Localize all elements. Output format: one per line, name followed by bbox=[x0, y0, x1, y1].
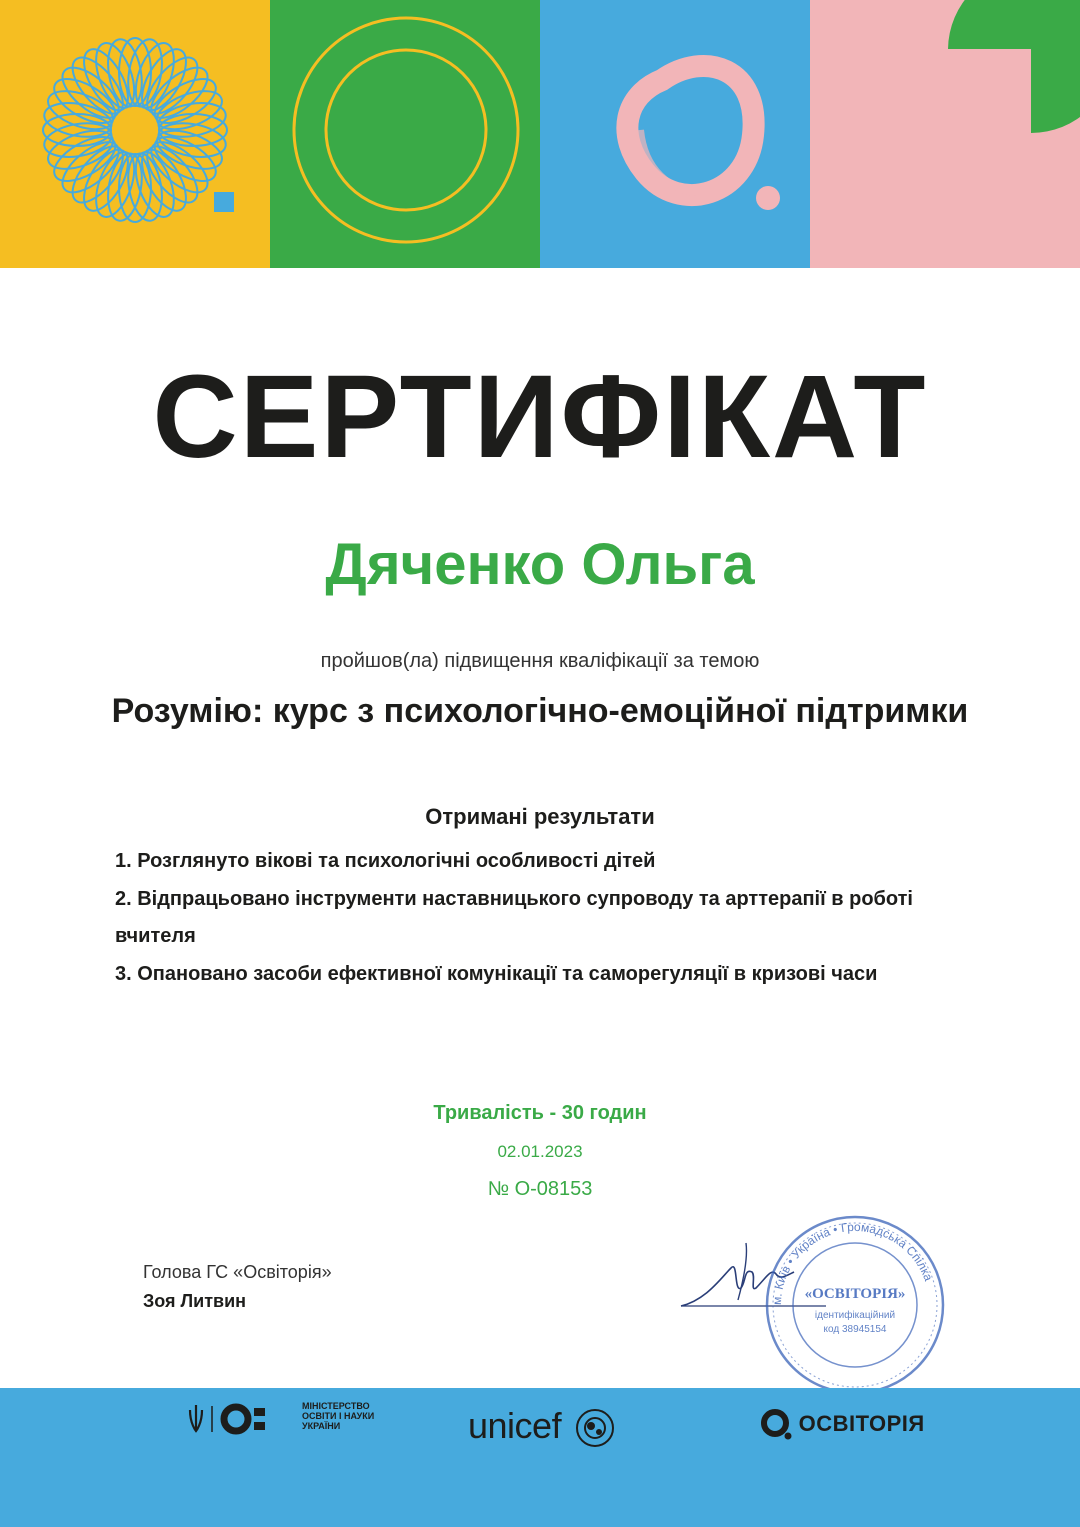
stamp-code: код 38945154 bbox=[823, 1324, 887, 1335]
certificate-title: СЕРТИФІКАТ bbox=[152, 351, 928, 483]
recipient-name: Дяченко Ольга bbox=[325, 532, 755, 597]
rings-icon bbox=[270, 0, 540, 268]
issue-date: 02.01.2023 bbox=[497, 1142, 583, 1161]
unicef-emblem-icon bbox=[573, 1406, 617, 1450]
petal-shape bbox=[54, 59, 127, 127]
blue-tile bbox=[540, 0, 810, 268]
certificate-number: № О-08153 bbox=[487, 1178, 593, 1200]
stamp-center-text: «ОСВІТОРІЯ» bbox=[804, 1286, 906, 1302]
duration: Тривалість - 30 годин bbox=[433, 1102, 647, 1124]
osvitoria-label: ОСВІТОРІЯ bbox=[798, 1411, 925, 1436]
petal-shape bbox=[119, 38, 151, 106]
sunflower-icon bbox=[0, 0, 270, 268]
petal-shape bbox=[143, 133, 216, 201]
unicef-logo bbox=[468, 1405, 617, 1450]
stamp-seal bbox=[760, 1210, 950, 1400]
course-title: Розумію: курс з психологічно-емоційної підтримки bbox=[111, 692, 969, 730]
petal-shape bbox=[43, 114, 111, 146]
pink-tile bbox=[810, 0, 1080, 268]
result-item: 1. Розглянуто вікові та психологічні особливості дітей bbox=[115, 850, 656, 872]
results-heading: Отримані результати bbox=[425, 804, 655, 829]
petal-shape bbox=[159, 114, 227, 146]
brush-ring-icon bbox=[540, 0, 810, 268]
certificate-subtitle: пройшов(ла) підвищення кваліфікації за темою bbox=[320, 650, 760, 672]
ministry-text: МІНІСТЕРСТВО ОСВІТИ І НАУКИ УКРАЇНИ bbox=[302, 1401, 375, 1431]
petal-shape bbox=[64, 49, 132, 122]
unicef-label: unicef bbox=[468, 1405, 562, 1446]
result-item: 3. Опановано засоби ефективної комунікації та саморегуляції в кризові часи bbox=[115, 962, 878, 985]
yellow-tile bbox=[0, 0, 270, 268]
osvitoria-logo bbox=[760, 1408, 925, 1440]
results-list bbox=[115, 843, 975, 993]
petal-shape bbox=[119, 154, 151, 222]
petal-shape bbox=[64, 138, 132, 211]
petal-shape bbox=[138, 138, 206, 211]
result-item: 2. Відпрацьовано інструменти наставницького супроводу та арттерапії в роботі вчителя bbox=[115, 887, 913, 947]
osvitoria-o-icon bbox=[760, 1408, 792, 1440]
petal-shape bbox=[143, 59, 216, 127]
stamp-outer-text: м. Київ • Україна • Громадська Спілка bbox=[769, 1219, 936, 1306]
top-banner bbox=[0, 0, 1080, 268]
green-tile bbox=[270, 0, 540, 268]
stamp-code-label: ідентифікаційний bbox=[814, 1310, 896, 1321]
petal-shape bbox=[138, 49, 206, 122]
ministry-logo bbox=[186, 1400, 298, 1460]
pie-icon bbox=[810, 0, 1080, 268]
signer-name: Зоя Литвин bbox=[143, 1291, 247, 1311]
signer-role: Голова ГС «Освіторія» bbox=[143, 1262, 332, 1282]
petal-shape bbox=[54, 133, 127, 201]
